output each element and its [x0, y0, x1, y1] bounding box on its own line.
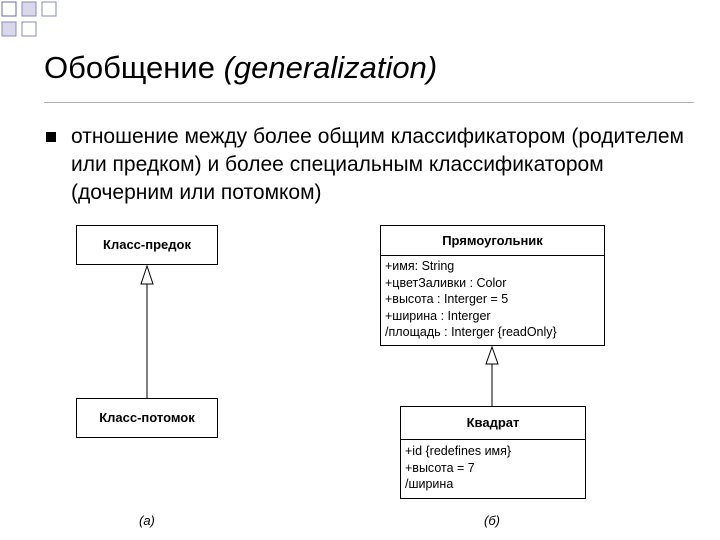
class-rectangle-attributes — [381, 255, 604, 341]
title-italic: (generalization) — [223, 50, 438, 85]
class-child-name: Класс-потомок — [99, 410, 195, 425]
attribute-line: +id {redefines имя} — [405, 444, 512, 458]
attribute-line: +высота : Interger = 5 — [385, 292, 509, 306]
attribute-line: +цветЗаливки : Color — [385, 275, 507, 290]
bullet-text: отношение между более общим классификатором (родителем или предком) и более специальным классификатором (дочерним или потомком) — [71, 125, 684, 204]
attribute-line: +имя: String — [385, 259, 455, 273]
class-parent-box — [76, 225, 218, 265]
class-rectangle-box — [380, 225, 605, 346]
arrow-b-head — [486, 347, 498, 364]
class-child-box — [76, 398, 218, 438]
caption-a: (а) — [139, 513, 155, 528]
title-main: Обобщение — [44, 50, 224, 85]
attribute-line: /площадь : Interger {readOnly} — [385, 325, 557, 339]
attribute-line: +ширина : Interger — [385, 308, 491, 323]
attribute-line: /ширина — [405, 477, 454, 491]
caption-b: (б) — [484, 513, 500, 528]
class-rectangle-name: Прямоугольник — [442, 233, 543, 248]
class-square-name: Квадрат — [466, 415, 520, 430]
class-square-attributes — [401, 439, 585, 493]
arrow-a-head — [141, 266, 153, 284]
attribute-line: +высота = 7 — [405, 460, 475, 475]
class-parent-name: Класс-предок — [103, 237, 191, 252]
class-square-box — [400, 406, 586, 499]
